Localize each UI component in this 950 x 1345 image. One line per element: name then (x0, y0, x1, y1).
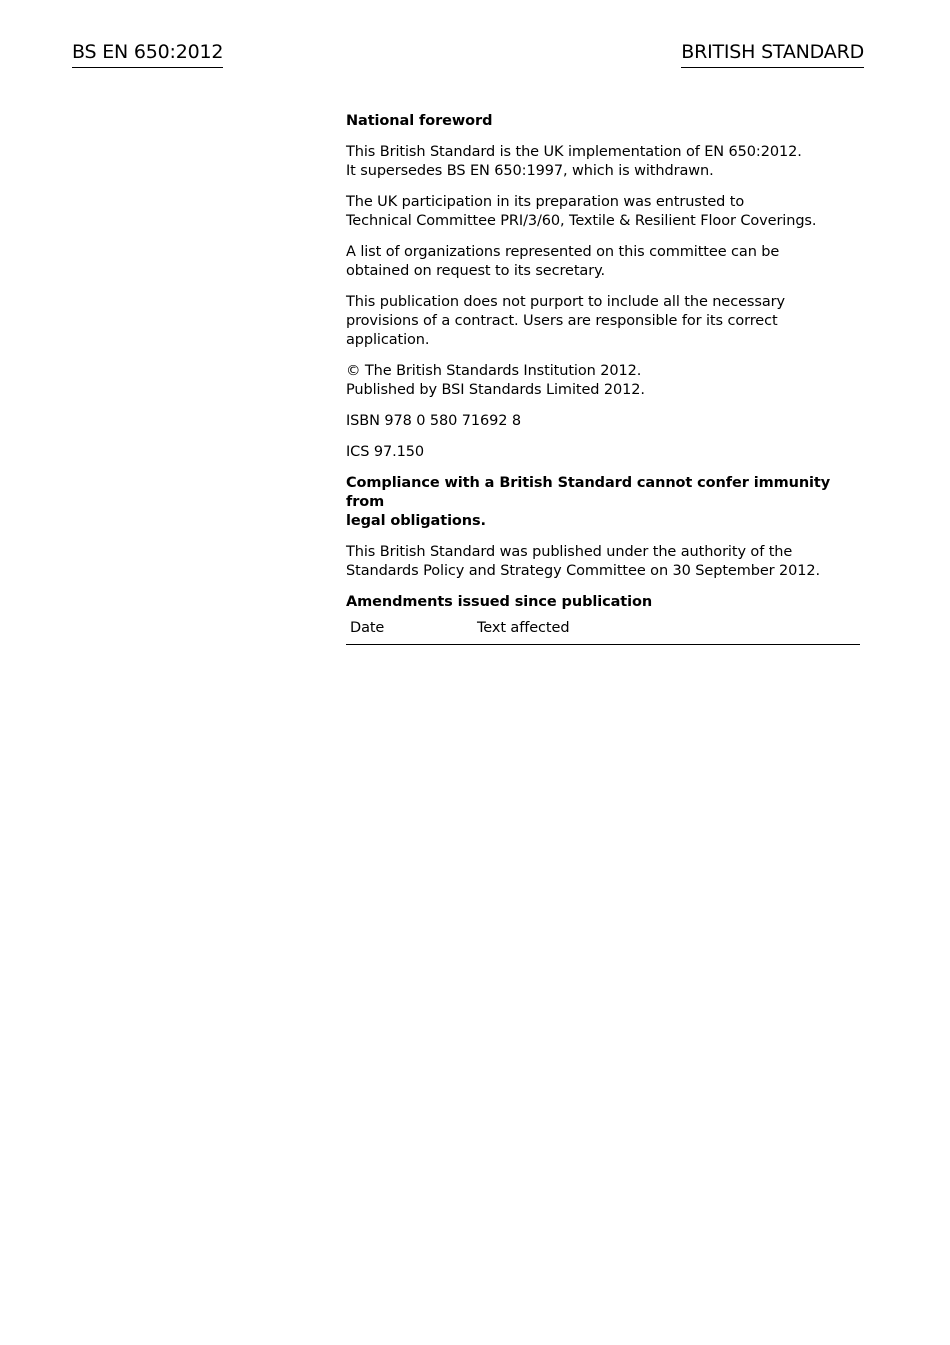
authority-paragraph (346, 543, 860, 581)
committee-line-1: The UK participation in its preparation was entrusted to (346, 194, 745, 210)
implementation-line-2: It supersedes BS EN 650:1997, which is withdrawn. (346, 163, 714, 179)
compliance-notice (346, 474, 860, 531)
compliance-line-1: Compliance with a British Standard cannot confer immunity from (346, 475, 831, 510)
committee-paragraph (346, 193, 860, 231)
authority-line-2: Standards Policy and Strategy Committee on 30 September 2012. (346, 563, 821, 579)
date-column-header: Date (346, 619, 477, 645)
national-foreword-section (346, 112, 860, 645)
compliance-line-2: legal obligations. (346, 513, 486, 529)
standard-type-label: BRITISH STANDARD (681, 40, 864, 68)
organizations-line-2: obtained on request to its secretary. (346, 263, 606, 279)
implementation-paragraph (346, 143, 860, 181)
amendments-heading: Amendments issued since publication (346, 594, 653, 610)
copyright-paragraph (346, 362, 860, 400)
isbn: ISBN 978 0 580 71692 8 (346, 413, 522, 429)
text-affected-column-header: Text affected (477, 619, 860, 645)
disclaimer-line-2: provisions of a contract. Users are responsible for its correct (346, 313, 778, 329)
disclaimer-line-3: application. (346, 332, 430, 348)
organizations-paragraph (346, 243, 860, 281)
organizations-line-1: A list of organizations represented on this committee can be (346, 244, 780, 260)
disclaimer-line-1: This publication does not purport to include all the necessary (346, 294, 785, 310)
amendments-header-row (346, 619, 860, 645)
document-number: BS EN 650:2012 (72, 40, 223, 68)
copyright-line-2: Published by BSI Standards Limited 2012. (346, 382, 645, 398)
amendments-table (346, 619, 860, 645)
implementation-line-1: This British Standard is the UK implementation of EN 650:2012. (346, 144, 802, 160)
copyright-line-1: © The British Standards Institution 2012. (346, 363, 642, 379)
committee-line-2: Technical Committee PRI/3/60, Textile & Resilient Floor Coverings. (346, 213, 817, 229)
authority-line-1: This British Standard was published under the authority of the (346, 544, 793, 560)
foreword-heading: National foreword (346, 113, 493, 129)
disclaimer-paragraph (346, 293, 860, 350)
ics-code: ICS 97.150 (346, 444, 424, 460)
